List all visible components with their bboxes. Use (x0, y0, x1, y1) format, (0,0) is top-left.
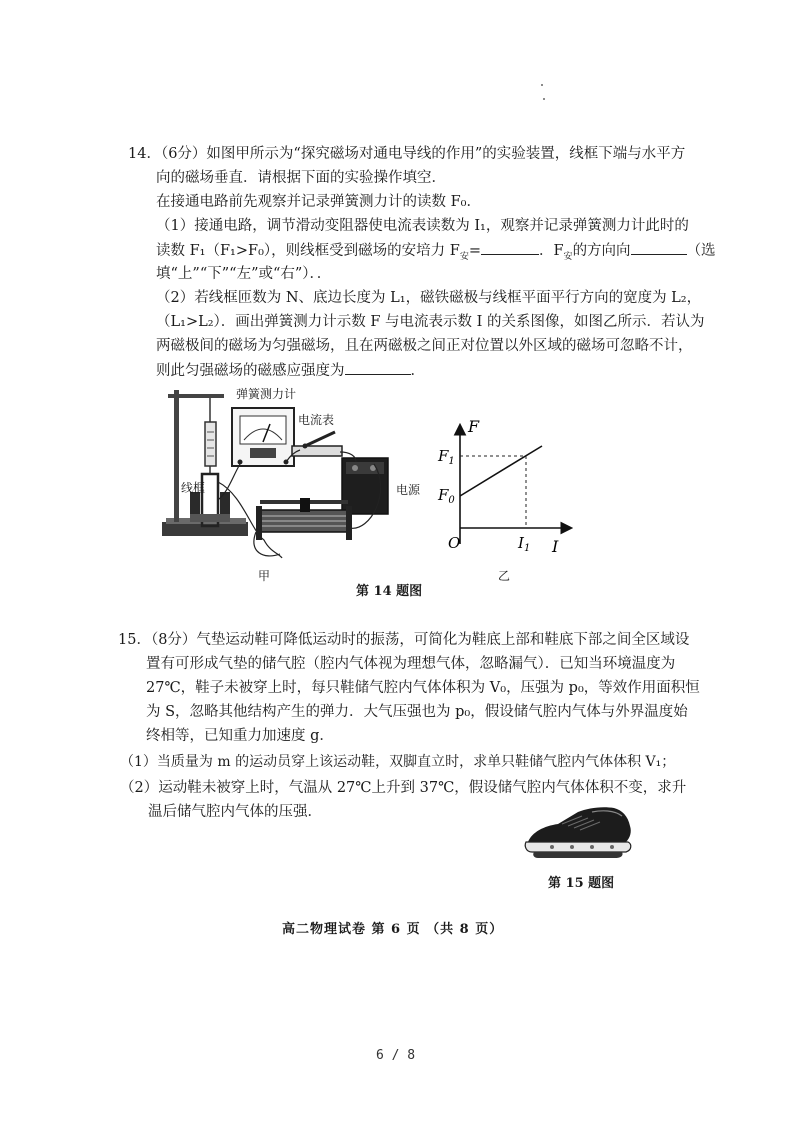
answer-blank-force[interactable] (481, 240, 539, 255)
q14-line-3: 在接通电路前先观察并记录弹簧测力计的读数 F₀． (156, 194, 481, 210)
q14-line-10-a: 则此匀强磁场的磁感应强度为 (156, 363, 345, 379)
q14-line-4: （1）接通电路，调节滑动变阻器使电流表读数为 I₁，观察并记录弹簧测力计此时的 (156, 218, 689, 234)
label-ammeter: 电流表 (298, 413, 335, 427)
label-spring-scale: 弹簧测力计 (236, 387, 297, 401)
graph-i1-label (517, 534, 530, 554)
q15-line-6: （1）当质量为 m 的运动员穿上该运动鞋，双脚直立时，求单只鞋储气腔内气体体积 V₁； (120, 754, 676, 770)
q14-line-10 (156, 360, 425, 381)
figure-14-caption: 第 14 题图 (356, 584, 423, 599)
graph-f1-main: F (438, 447, 449, 465)
q14-line-5-d: 的方向向 (572, 243, 631, 259)
q15-line-1: 15．（8分）气垫运动鞋可降低运动时的振荡，可简化为鞋底上部和鞋底下部之间全区域设 (118, 632, 690, 648)
stand-base (162, 522, 248, 536)
q14-line-9: 两磁极间的磁场为匀强磁场，且在两磁极之间正对位置以外区域的磁场可忽略不计， (156, 338, 693, 354)
q14-line-5-b: = (468, 243, 481, 259)
q15-line-2: 置有可形成气垫的储气腔（腔内气体视为理想气体，忽略漏气）．已知当环境温度为 (146, 656, 676, 672)
page-footer: 高二物理试卷 第 6 页 （共 8 页） (282, 922, 504, 937)
q14-line-5-e: （选 (686, 243, 716, 259)
q14-line-10-b: ． (410, 363, 425, 379)
answer-blank-field[interactable] (345, 360, 411, 375)
shoe-sole (525, 842, 631, 852)
q14-line-5 (156, 240, 716, 267)
graph-i1-main: I (518, 534, 524, 552)
q14-line-6: 填“上”“下”“左”或“右”）．． (156, 266, 332, 282)
label-jia: 甲 (258, 569, 271, 583)
q14-line-7: （2）若线框匝数为 N、底边长度为 L₁，磁铁磁极与线框平面平行方向的宽度为 L₂， (156, 290, 702, 306)
scan-dot (541, 84, 543, 86)
q14-line-8: （L₁>L₂）．画出弹簧测力计示数 F 与电流表示数 I 的关系图像，如图乙所示．若认为 (156, 314, 705, 330)
switch (292, 446, 342, 456)
label-power: 电源 (396, 483, 421, 497)
q14-line-5-sub2: 安 (563, 251, 573, 262)
graph-f0-label (437, 486, 455, 506)
figure-15-caption: 第 15 题图 (548, 876, 615, 891)
q14-line-5-c: ．F (538, 243, 564, 259)
scan-dot (543, 98, 545, 100)
page-number: 6 / 8 (376, 1048, 416, 1063)
stand-rod (174, 390, 179, 522)
graph-f1-label (437, 447, 455, 467)
graph-i1-sub: 1 (523, 543, 531, 554)
figure-14-graph (430, 416, 580, 562)
graph-f1-sub: 1 (448, 456, 455, 467)
q15-line-7: （2）运动鞋未被穿上时，气温从 27℃上升到 37℃，假设储气腔内气体体积不变，求升 (120, 780, 687, 796)
label-yi: 乙 (498, 569, 511, 583)
q15-line-8: 温后储气腔内气体的压强． (148, 804, 322, 820)
figure-15-shoe (522, 802, 638, 862)
q14-line-2: 向的磁场垂直．请根据下面的实验操作填空． (156, 170, 446, 186)
q14-line-1: 14．（6分）如图甲所示为“探究磁场对通电导线的作用”的实验装置，线框下端与水平方 (128, 146, 686, 162)
graph-origin: O (448, 534, 461, 552)
stand-arm (168, 394, 224, 398)
label-frame: 线框 (181, 481, 206, 495)
graph-y-label: F (468, 417, 480, 436)
graph-line (460, 446, 542, 496)
answer-blank-direction[interactable] (631, 240, 687, 255)
q14-line-5-a: 读数 F₁（F₁>F₀），则线框受到磁场的安培力 F (156, 243, 460, 259)
q15-line-3: 27℃，鞋子未被穿上时，每只鞋储气腔内气体体积为 V₀，压强为 p₀，等效作用面积恒 (146, 680, 700, 696)
graph-f0-main: F (438, 486, 449, 504)
spring-scale (205, 422, 216, 466)
q15-line-4: 为 S，忽略其他结构产生的弹力．大气压强也为 p₀，假设储气腔内气体与外界温度始 (146, 704, 688, 720)
graph-x-label: I (552, 537, 559, 556)
q14-line-5-sub: 安 (459, 251, 469, 262)
graph-f0-sub: 0 (448, 495, 455, 506)
q15-line-5: 终相等，已知重力加速度 g． (146, 728, 334, 744)
